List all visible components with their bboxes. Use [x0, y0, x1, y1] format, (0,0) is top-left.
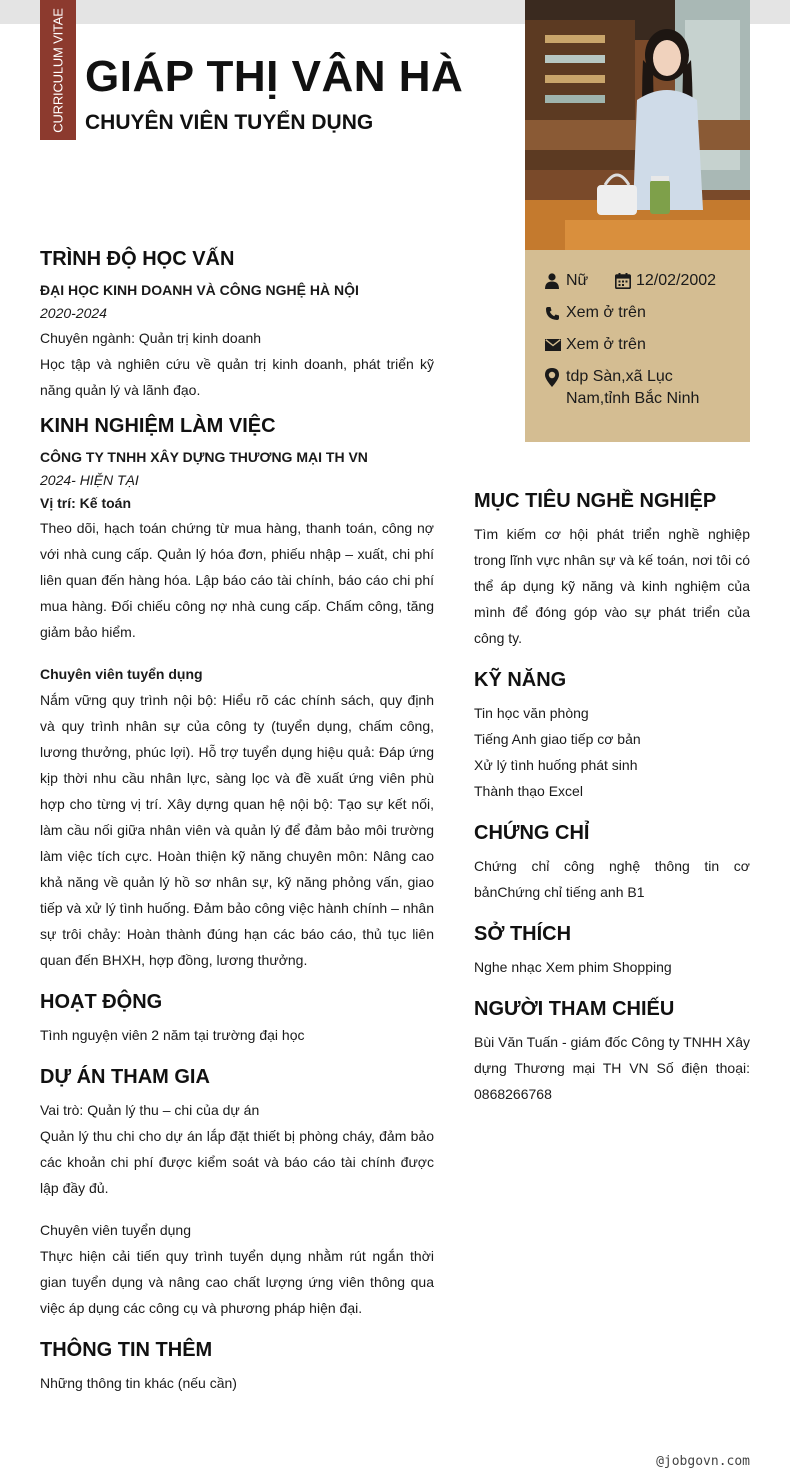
birthday-row — [615, 270, 716, 292]
project-description-1: Quản lý thu chi cho dự án lắp đặt thiết bị phòng cháy, đảm bảo các khoản chi phí được kiểm soát và báo cáo tài chính được lập đầy đủ. — [40, 1128, 434, 1196]
education-period: 2020-2024 — [40, 305, 107, 321]
experience-sub-title: Chuyên viên tuyển dụng — [40, 666, 203, 682]
experience-title: KINH NGHIỆM LÀM VIỆC — [40, 415, 276, 437]
extra-info-section — [40, 1337, 434, 1396]
phone-icon — [545, 302, 563, 324]
projects-title: DỰ ÁN THAM GIA — [40, 1066, 210, 1088]
hobbies-section — [474, 921, 750, 980]
candidate-role: CHUYÊN VIÊN TUYỂN DỤNG — [85, 111, 374, 134]
activities-section — [40, 989, 434, 1048]
user-icon — [545, 270, 563, 292]
gender-value: Nữ — [566, 272, 589, 289]
extra-info-text: Những thông tin khác (nếu cần) — [40, 1375, 237, 1391]
right-column — [474, 488, 750, 1107]
footer-watermark: @jobgovn.com — [656, 1454, 750, 1469]
hobbies-title: SỞ THÍCH — [474, 923, 572, 945]
skill-item: Xử lý tình huống phát sinh — [474, 757, 638, 773]
skills-title: KỸ NĂNG — [474, 669, 567, 691]
experience-description: Theo dõi, hạch toán chứng từ mua hàng, thanh toán, công nợ với nhà cung cấp. Quản lý hóa đơn, phiếu nhập – xuất, chi phí liên quan đến hàng hóa. Lập báo cáo tài chính, báo cáo chi phí mua hàng. Đối chiếu công nợ nhà cung cấp. Chấm công, tăng giảm bảo hiểm. — [40, 520, 434, 640]
education-section — [40, 246, 434, 403]
activities-title: HOẠT ĐỘNG — [40, 991, 163, 1013]
experience-section — [40, 413, 434, 973]
school-name: ĐẠI HỌC KINH DOANH VÀ CÔNG NGHỆ HÀ NỘI — [40, 282, 359, 298]
education-major: Chuyên ngành: Quản trị kinh doanh — [40, 330, 262, 346]
education-description: Học tập và nghiên cứu về quản trị kinh doanh, phát triển kỹ năng quản lý và lãnh đạo. — [40, 356, 434, 398]
phone-row — [545, 302, 646, 324]
address-value: tdp Sàn,xã Lục Nam,tỉnh Bắc Ninh — [566, 368, 700, 407]
experience-sub-description: Nắm vững quy trình nội bộ: Hiểu rõ các chính sách, quy định và quy trình nhân sự của công ty (tuyển dụng, chấm công, lương thưởng, phúc lợi). Hỗ trợ tuyển dụng hiệu quả: Đáp ứng kịp thời nhu cầu nhân lực, sàng lọc và đề xuất ứng viên phù hợp cho từng vị trí. Xây dựng quan hệ nội bộ: Tạo sự kết nối, làm cầu nối giữa nhân viên và quản lý để đảm bảo môi trường làm việc tích cực. Hoàn thiện kỹ năng chuyên môn: Nâng cao khả năng về quản lý hồ sơ nhân sự, kỹ năng phỏng vấn, giao tiếp và xử lý tình huống. Đảm bảo công việc hành chính – nhân sự trôi chảy: Hoàn thành đúng hạn các báo cáo, thủ tục liên quan đến BHXH, hợp đồng, lương thưởng. — [40, 692, 434, 968]
objective-title: MỤC TIÊU NGHỀ NGHIỆP — [474, 490, 717, 512]
project-role-2: Chuyên viên tuyển dụng — [40, 1222, 191, 1238]
certificates-title: CHỨNG CHỈ — [474, 822, 590, 844]
education-title: TRÌNH ĐỘ HỌC VẤN — [40, 248, 235, 270]
experience-period: 2024- HIỆN TẠI — [40, 472, 139, 488]
project-role-1: Vai trò: Quản lý thu – chi của dự án — [40, 1102, 260, 1118]
skill-item: Tin học văn phòng — [474, 705, 589, 721]
experience-position: Vị trí: Kế toán — [40, 495, 132, 511]
email-row — [545, 334, 646, 356]
hobbies-text: Nghe nhạc Xem phim Shopping — [474, 959, 672, 975]
project-description-2: Thực hiện cải tiến quy trình tuyển dụng nhằm rút ngắn thời gian tuyển dụng và nâng cao chất lượng ứng viên thông qua việc áp dụng các công cụ và phương pháp hiện đại. — [40, 1248, 434, 1316]
objective-section — [474, 488, 750, 651]
profile-photo — [525, 0, 750, 250]
left-column — [40, 246, 434, 1396]
skill-item: Tiếng Anh giao tiếp cơ bản — [474, 731, 641, 747]
mail-icon — [545, 334, 563, 356]
calendar-icon — [615, 270, 633, 292]
company-name: CÔNG TY TNHH XÂY DỰNG THƯƠNG MẠI TH VN — [40, 449, 368, 465]
objective-text: Tìm kiếm cơ hội phát triển nghề nghiệp trong lĩnh vực nhân sự và kế toán, nơi tôi có thể áp dụng kỹ năng và kinh nghiệm của mình để đóng góp vào sự phát triển của công ty. — [474, 526, 750, 646]
birthday-value: 12/02/2002 — [636, 272, 717, 289]
email-value: Xem ở trên — [566, 336, 646, 353]
gender-row — [545, 270, 588, 292]
address-row — [545, 366, 735, 410]
contact-info-box — [525, 250, 750, 442]
certificates-text: Chứng chỉ công nghệ thông tin cơ bảnChứng chỉ tiếng anh B1 — [474, 858, 750, 900]
certificates-section — [474, 820, 750, 905]
references-section — [474, 996, 750, 1107]
references-text: Bùi Văn Tuấn - giám đốc Công ty TNHH Xây dựng Thương mại TH VN Số điện thoại: 0868266768 — [474, 1034, 750, 1102]
skill-item: Thành thạo Excel — [474, 783, 583, 799]
extra-info-title: THÔNG TIN THÊM — [40, 1339, 213, 1361]
cv-side-tag — [40, 0, 76, 140]
candidate-name: GIÁP THỊ VÂN HÀ — [85, 52, 464, 101]
references-title: NGƯỜI THAM CHIẾU — [474, 998, 675, 1020]
phone-value: Xem ở trên — [566, 304, 646, 321]
cv-tag-label: CURRICULUM VITAE — [50, 7, 66, 133]
activities-text: Tình nguyện viên 2 năm tại trường đại học — [40, 1027, 305, 1043]
skills-section — [474, 667, 750, 804]
projects-section — [40, 1064, 434, 1321]
location-pin-icon — [545, 366, 563, 388]
